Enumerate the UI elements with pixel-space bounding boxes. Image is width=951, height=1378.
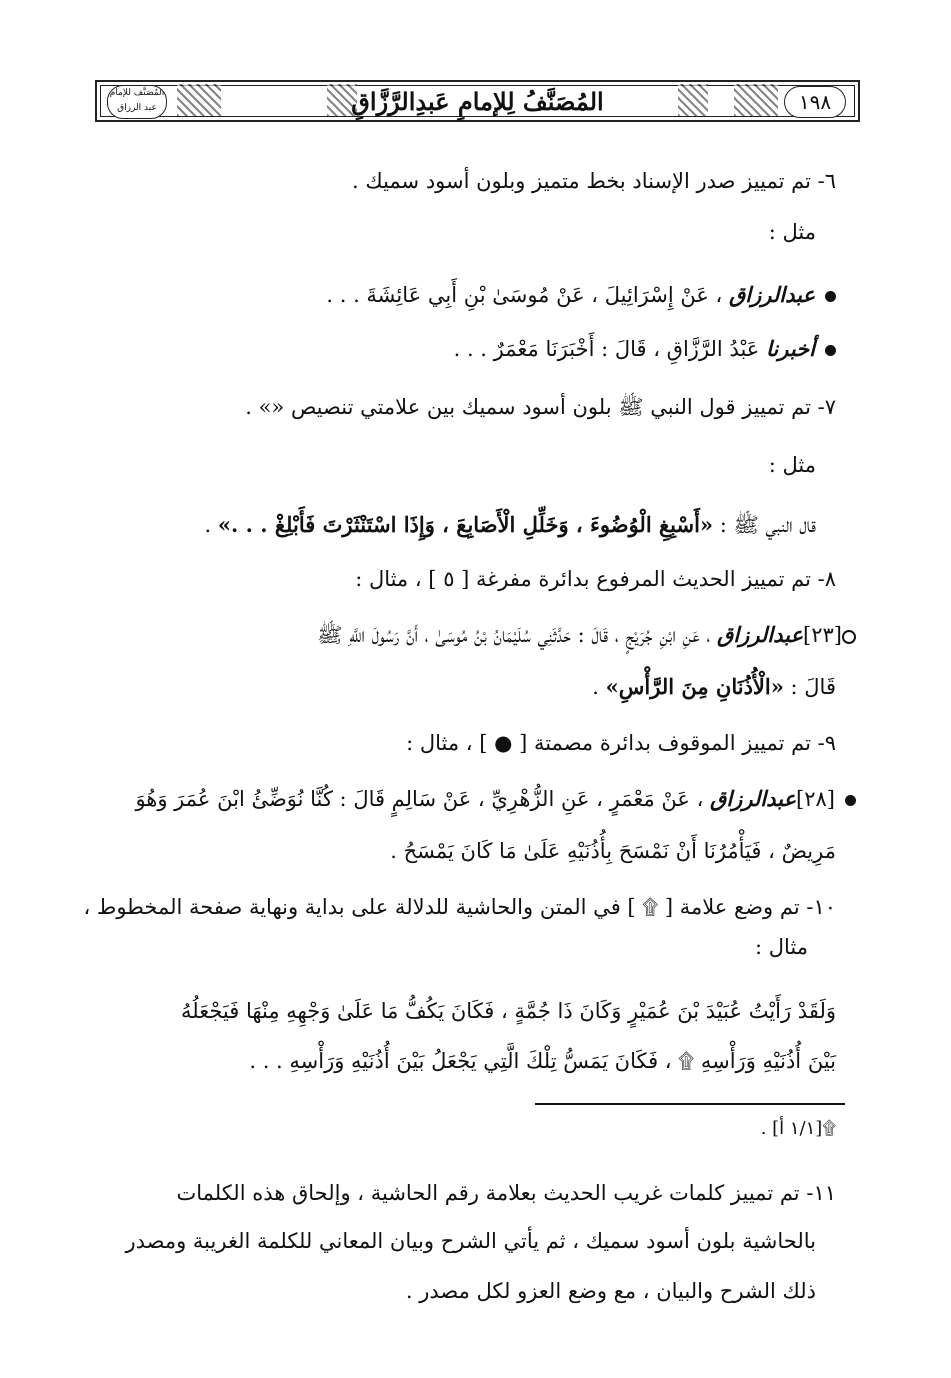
quote-end: . — [204, 513, 218, 537]
quote-prefix: قال النبي ﷺ : — [713, 513, 816, 537]
item-11: ١١- تم تمييز كلمات غريب الحديث بعلامة رقم الحاشية ، وإلحاق هذه الكلمات — [176, 1181, 836, 1205]
bullet-icon — [825, 291, 836, 302]
item-10-line-2: مثال : — [755, 935, 808, 959]
prophet-quote — [205, 510, 816, 540]
hadith-28 — [135, 784, 856, 814]
book-seal-logo: المُصَنَّف للإمام عبد الرزاق — [107, 85, 167, 119]
item-7: ٧- تم تمييز قول النبي ﷺ بلون أسود سميك بين علامتي تنصيص «» . — [245, 395, 836, 419]
example-text: وَلَقَدْ رَأَيْتُ عُبَيْدَ بْنَ عُمَيْرٍ وَكَانَ ذَا جُمَّةٍ ، فَكَانَ يَكُفُّ مَا عَلَىٰ وَجْهِهِ مِنْهَا فَيَجْعَلُهُ — [181, 999, 836, 1023]
hadith-text: ، عَنِ ابْنِ جُرَيْجٍ ، قَالَ : حَدَّثَنِي سُلَيْمَانُ بْنُ مُوسَىٰ ، أَنَّ رَسُولَ اللَّهِ ﷺ — [317, 623, 718, 647]
isnad-name: عبدالرزاق — [710, 786, 797, 811]
item-8: ٨- تم تمييز الحديث المرفوع بدائرة مفرغة [ ٥ ] ، مثال : — [355, 567, 836, 591]
hadith-text: قَالَ : — [783, 675, 836, 699]
example-label: مثل : — [768, 453, 816, 477]
isnad-name: عبدالرزاق — [717, 622, 804, 647]
quote-text: «أَسْبِغِ الْوُضُوءَ ، وَخَلِّلِ الْأَصَابِعَ ، وَإِذَا اسْتَنْثَرْتَ فَأَبْلِغْ . . .» — [217, 512, 714, 537]
open-circle-icon — [842, 630, 856, 644]
example-label: مثل : — [768, 220, 816, 244]
hadith-23 — [317, 620, 856, 650]
running-header — [95, 80, 860, 122]
bullet-icon — [825, 345, 836, 356]
hadith-matn: «الْأُذُنَانِ مِنَ الرَّأْسِ» — [605, 674, 784, 699]
isnad-text: عَبْدُ الرَّزَّاقِ ، قَالَ : أَخْبَرَنَا مَعْمَرٌ . . . — [453, 337, 767, 361]
list-item — [454, 334, 836, 364]
footnote: ۩[١/١ أ] . — [760, 1118, 836, 1139]
example-text: بَيْنَ أُذُنَيْهِ وَرَأْسِهِ ۩ ، فَكَانَ يَمَسُّ تِلْكَ الَّتِي يَجْعَلُ بَيْنَ أُذُنَيْهِ وَرَأْسِهِ . . . — [249, 1049, 836, 1073]
hadith-number: [٢٨] — [796, 787, 835, 811]
footnote-rule — [535, 1103, 845, 1105]
item-9: ٩- تم تمييز الموقوف بدائرة مصمتة [ ● ] ، مثال : — [406, 731, 836, 755]
header-title: المُصَنَّفُ لِلإمامِ عَبدِالرَّزَّاقِ — [351, 87, 604, 116]
list-item — [326, 280, 836, 310]
page-number: ١٩٨ — [784, 86, 846, 118]
hadith-23-line-2 — [592, 672, 836, 702]
isnad-name: أخبرنا — [766, 336, 815, 361]
item-11-line-3: ذلك الشرح والبيان ، مع وضع العزو لكل مصدر . — [405, 1279, 816, 1303]
isnad-name: عبدالرزاق — [729, 282, 815, 307]
filled-circle-icon — [845, 795, 856, 806]
hadith-28-line-2: مَرِيضٌ ، فَيَأْمُرُنَا أَنْ نَمْسَحَ بِأُذُنَيْهِ عَلَىٰ مَا كَانَ يَمْسَحُ . — [390, 839, 836, 863]
hadith-text: ، عَنْ مَعْمَرٍ ، عَنِ الزُّهْرِيِّ ، عَنْ سَالِمٍ قَالَ : كُنَّا نُوَضِّئُ ابْنَ عُمَرَ وَهُوَ — [135, 787, 711, 811]
hadith-text: . — [592, 675, 606, 699]
item-6: ٦- تم تمييز صدر الإسناد بخط متميز وبلون أسود سميك . — [352, 169, 836, 193]
item-10: ١٠- تم وضع علامة [ ۩ ] في المتن والحاشية للدلالة على بداية ونهاية صفحة المخطوط ، — [83, 895, 836, 919]
item-11-line-2: بالحاشية بلون أسود سميك ، ثم يأتي الشرح وبيان المعاني للكلمة الغريبة ومصدر — [125, 1229, 816, 1253]
isnad-text: ، عَنْ إِسْرَائِيلَ ، عَنْ مُوسَىٰ بْنِ أَبِي عَائِشَةَ . . . — [326, 283, 730, 307]
hadith-number: [٢٣] — [803, 623, 842, 647]
